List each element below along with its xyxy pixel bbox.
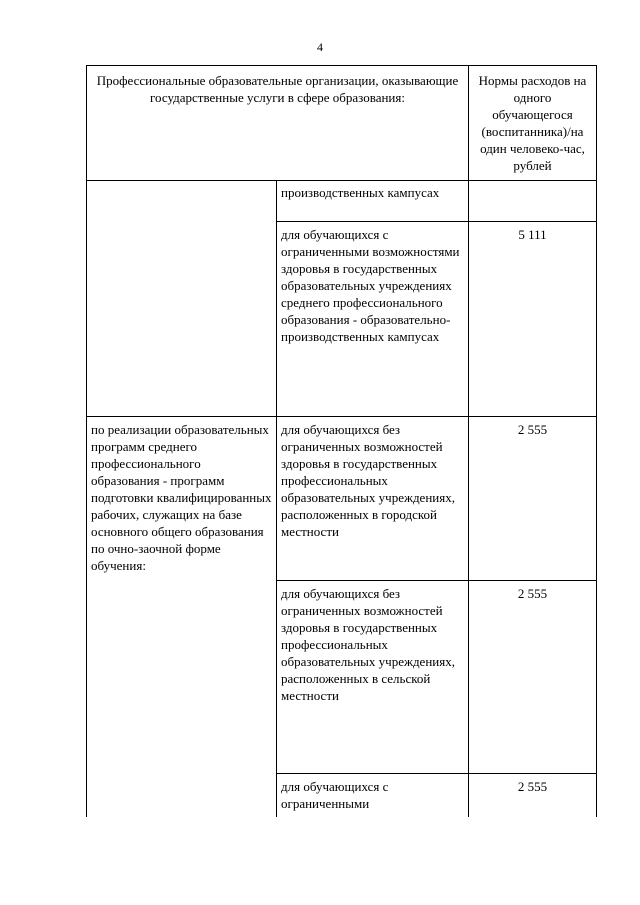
row-description: для обучающихся без ограниченных возможностей здоровья в государственных профессиональных образовательных учреждениях, расположенных в сельской местности — [281, 586, 455, 703]
row-value-cell — [469, 181, 597, 222]
row-description-cell — [277, 581, 469, 774]
row-description-cell — [277, 222, 469, 417]
row-value: 2 555 — [517, 779, 548, 794]
row-description: для обучающихся с ограниченными возможностями здоровья в государственных образовательных учреждениях среднего профессионального образования - образовательно-производственных кампусах — [281, 227, 460, 344]
row-value: 2 555 — [517, 586, 548, 601]
header-organizations — [87, 66, 469, 181]
row-value-cell — [469, 417, 597, 581]
group-label-cell — [87, 417, 277, 818]
header-norms-text: Нормы расходов на одного обучающегося (воспитанника)/на один человеко-час, рублей — [478, 73, 587, 173]
page-number: 4 — [317, 40, 323, 54]
row-value: 5 111 — [518, 227, 547, 242]
row-description-cell — [277, 417, 469, 581]
row-value-cell — [469, 222, 597, 417]
table-header-row — [87, 66, 597, 181]
header-organizations-text: Профессиональные образовательные организации, оказывающие государственные услуги в сфере образования: — [96, 73, 459, 105]
row-description: для обучающихся с ограниченными — [281, 779, 389, 811]
row-description: для обучающихся без ограниченных возможностей здоровья в государственных профессиональных образовательных учреждениях, расположенных в городской местности — [281, 422, 455, 539]
row-value: 2 555 — [517, 422, 548, 437]
group-label: по реализации образовательных программ среднего профессионального образования - программ подготовки квалифицированных рабочих, служащих на базе основного общего образования по очно-заочной форме обучения: — [91, 422, 272, 573]
row-description-cell — [277, 774, 469, 818]
expense-norms-table — [86, 65, 597, 817]
table-row — [87, 417, 597, 581]
table-row — [87, 181, 597, 222]
row-value-cell — [469, 581, 597, 774]
header-norms — [469, 66, 597, 181]
row-description-cell — [277, 181, 469, 222]
row-value-cell — [469, 774, 597, 818]
row-description: производственных кампусах — [281, 185, 440, 200]
group-label-cell — [87, 181, 277, 417]
